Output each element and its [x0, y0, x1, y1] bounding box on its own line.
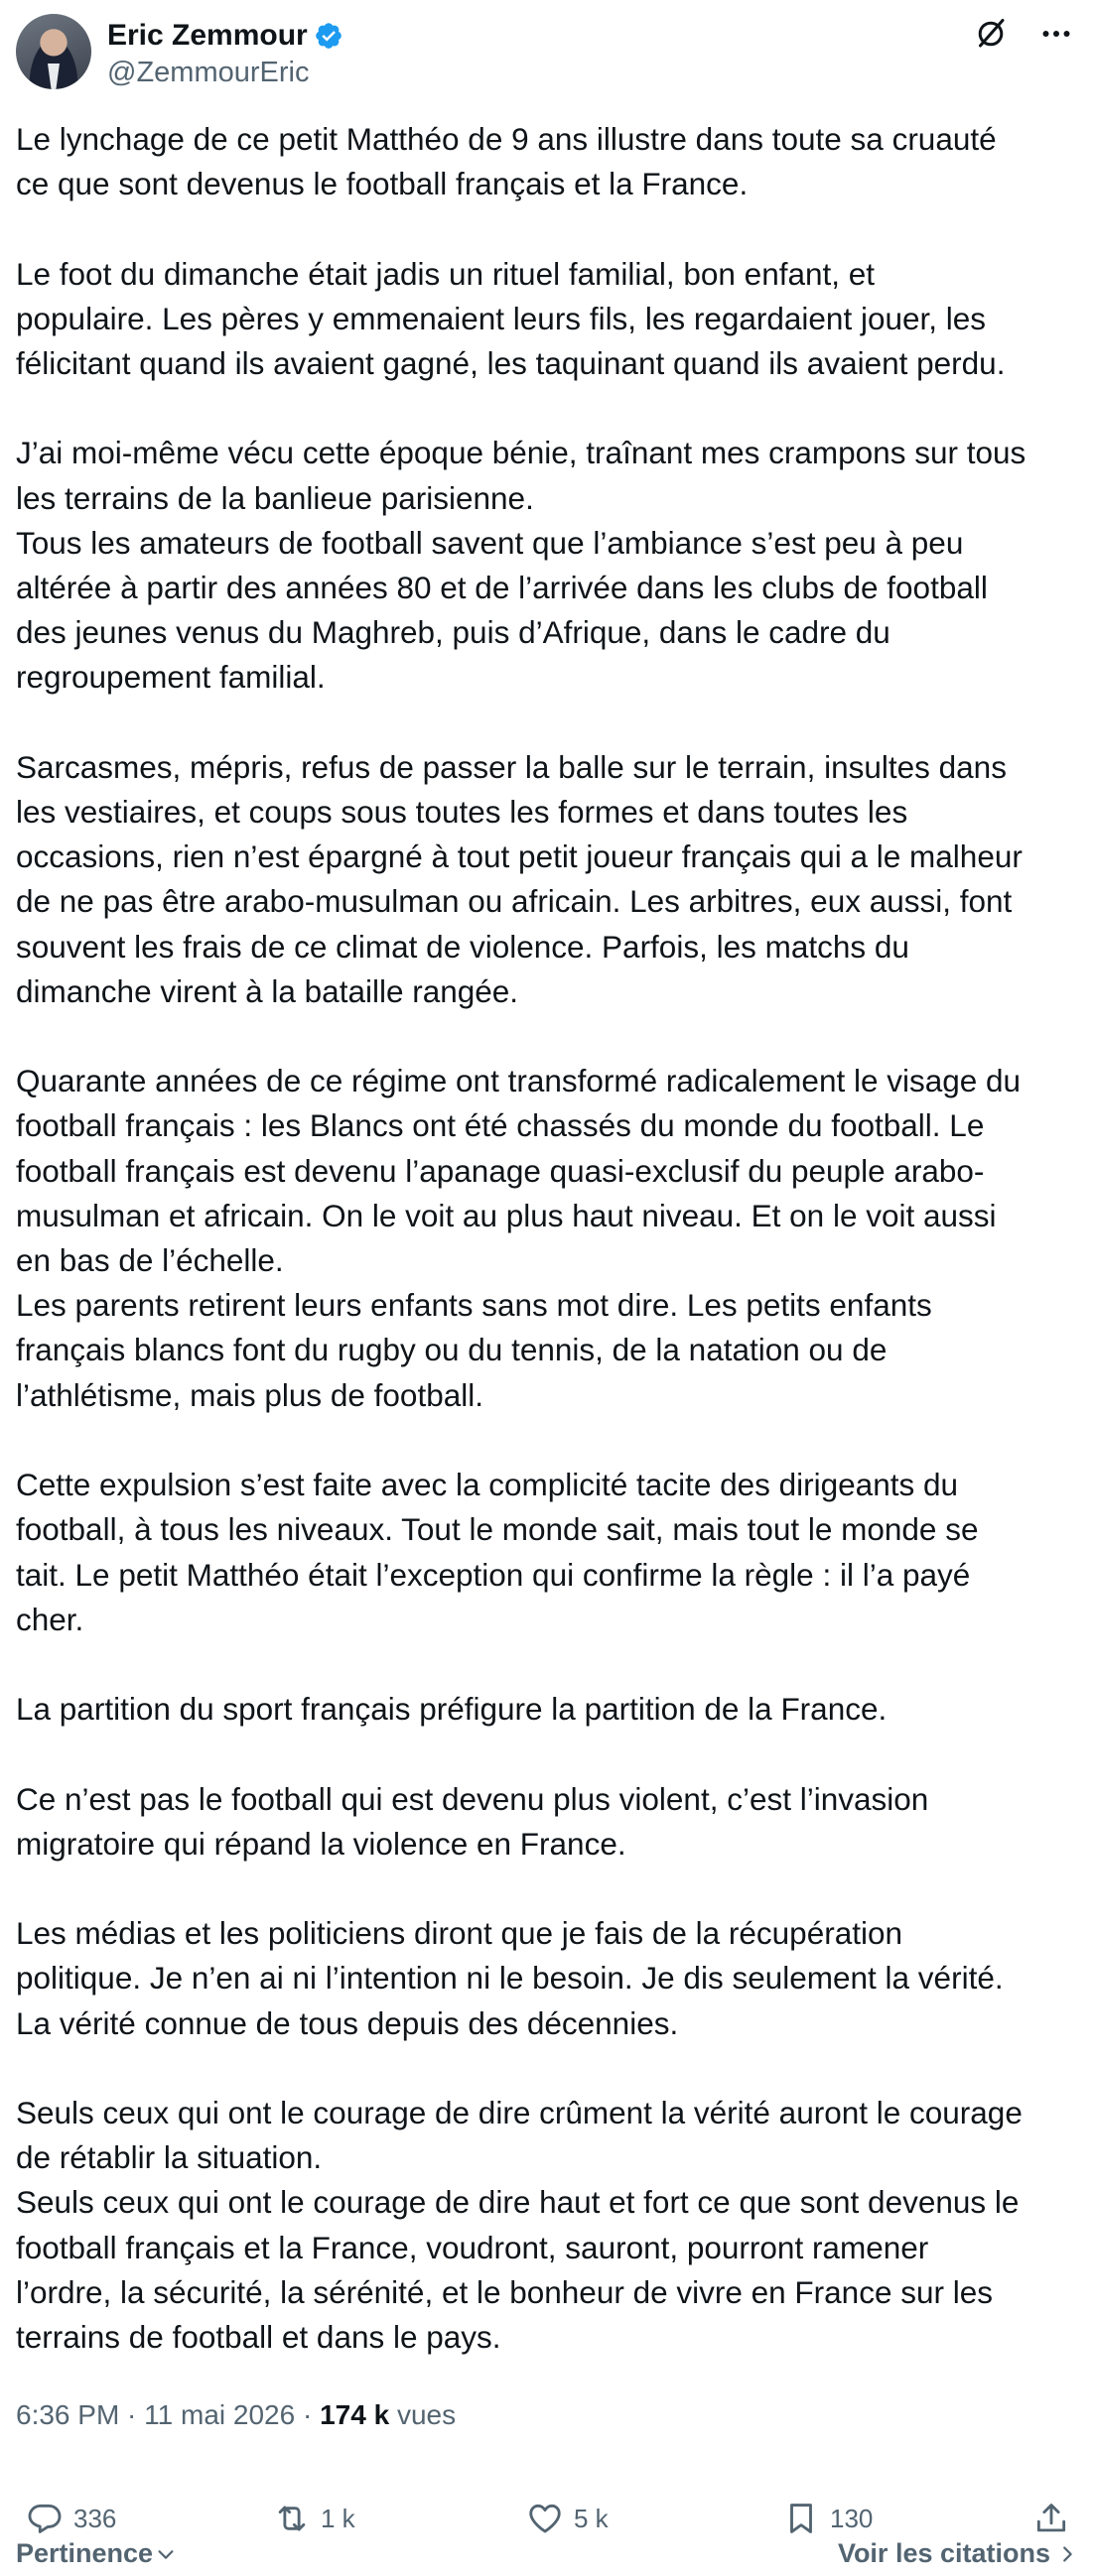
views-count: 174 k — [320, 2399, 390, 2430]
sort-dropdown[interactable] — [16, 2538, 177, 2569]
chevron-right-icon — [1056, 2543, 1078, 2565]
view-quotes-link[interactable] — [838, 2538, 1078, 2569]
meta-separator: · — [295, 2399, 321, 2430]
bookmark-count: 130 — [830, 2503, 874, 2533]
chevron-down-icon — [155, 2543, 177, 2565]
verified-badge-icon — [314, 21, 343, 51]
avatar[interactable] — [16, 14, 91, 89]
tweet-text: Le lynchage de ce petit Matthéo de 9 ans illustre dans toute sa cruauté ce que sont devenus le football français et la France. Le foot du dimanche était jadis un rituel familial, bon enfant, et populaire. Les pères y emmenaient leurs fils, les regardaient jouer, les félicitant quand ils avaient gagné, les taquinant quand ils avaient perdu. J’ai moi-même vécu cette époque bénie, traînant mes crampons sur tous les terrains de la banlieue parisienne. Tous les amateurs de football savent que l’ambiance s’est peu à peu altérée à partir des années 80 et de l’arrivée dans les clubs de football des jeunes venus du Maghreb, puis d’Afrique, dans le cadre du regroupement familial. Sarcasmes, mépris, refus de passer la balle sur le terrain, insultes dans les vestiaires, et coups sous toutes les formes et dans toutes les occasions, rien n’est épargné à tout petit joueur français qui a le malheur de ne pas être arabo-musulman ou africain. Les arbitres, eux aussi, font souvent les frais de ce climat de violence. Parfois, les matchs du dimanche virent à la bataille rangée. Quarante années de ce régime ont transformé radicalement le visage du football français : les Blancs ont été chassés du monde du football. Le football français est devenu l’apanage quasi-exclusif du peuple arabo- musulman et africain. On le voit au plus haut niveau. Et on le voit aussi en bas de l’échelle. Les parents retirent leurs enfants sans mot dire. Les petits enfants français blancs font du rugby ou du tennis, de la natation ou de l’athlétisme, mais plus de football. Cette expulsion s’est faite avec la complicité tacite des dirigeants du football, à tous les niveaux. Tout le monde sait, mais tout le monde se tait. Le petit Matthéo était l’exception qui confirme la règle : il l’a payé cher. La partition du sport français préfigure la partition de la France. Ce n’est pas le football qui est devenu plus violent, c’est l’invasion migratoire qui répand la violence en France. Les médias et les politiciens diront que je fais de la récupération politique. Je n’en ai ni l’intention ni le besoin. Je dis seulement la vérité. La vérité connue de tous depuis des décennies. Seuls ceux qui ont le courage de dire crûment la vérité auront le courage de rétablir la situation. Seuls ceux qui ont le courage de dire haut et fort ce que sont devenus le football français et la France, voudront, sauront, pourront ramener l’ordre, la sécurité, la sérénité, et le bonheur de vivre en France sur les terrains de football et dans le pays. — [16, 121, 1026, 2355]
author-display-name[interactable]: Eric Zemmour — [107, 19, 308, 52]
reply-footer — [16, 2530, 1078, 2574]
tweet-header — [16, 14, 1078, 89]
tweet-time[interactable]: 6:36 PM — [16, 2399, 120, 2430]
like-count: 5 k — [574, 2503, 609, 2533]
quotes-label: Voir les citations — [837, 2538, 1050, 2568]
reply-count: 336 — [73, 2503, 117, 2533]
repost-count: 1 k — [321, 2503, 355, 2533]
sort-label: Pertinence — [16, 2538, 154, 2568]
meta-separator: · — [119, 2399, 145, 2430]
header-actions — [973, 16, 1074, 52]
more-icon[interactable] — [1038, 16, 1074, 52]
author-name-row — [107, 18, 343, 54]
tweet-meta — [16, 2395, 456, 2435]
views-label: vues — [396, 2399, 457, 2430]
tweet-date[interactable]: 11 mai 2026 — [144, 2399, 296, 2430]
grok-icon[interactable] — [973, 16, 1009, 52]
author-handle[interactable]: @ZemmourEric — [107, 57, 310, 88]
